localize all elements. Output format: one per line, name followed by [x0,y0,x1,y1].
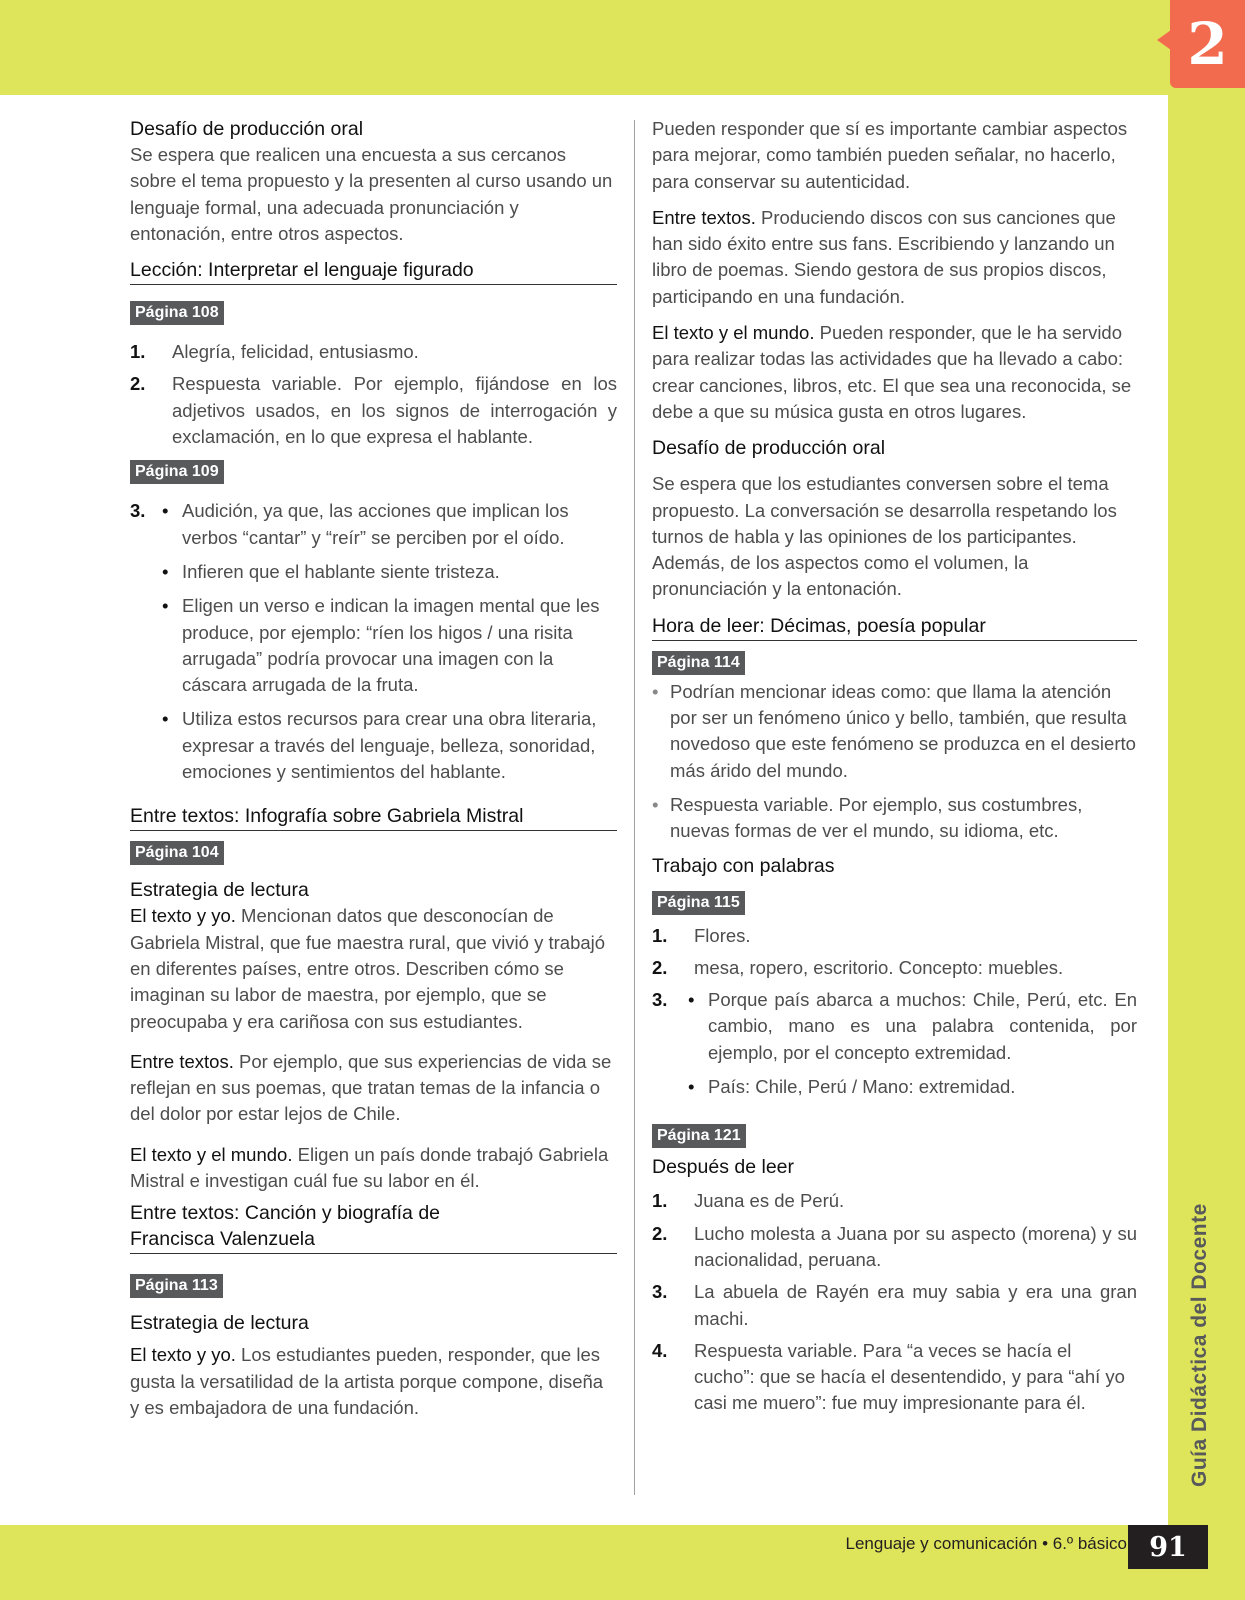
item-text: Flores. [694,924,751,946]
section-title: Hora de leer: Décimas, poesía popular [652,613,1137,641]
item-number: 4. [652,1339,668,1361]
item-text: La abuela de Rayén era muy sabia y era una gran machi. [694,1281,1137,1329]
paragraph-text: Mencionan datos que desconocían de Gabriela Mistral, que fue maestra rural, que vivió y trabajó en diferentes países, entre otros. Describen cómo se imaginan su labor de maestra, por ejemplo, que se preocupaba y era cariñosa con sus estudiantes. [130,905,606,1032]
paragraph-text: Por ejemplo, que sus experiencias de vida se reflejan en sus poemas, que tratan temas de la infancia o del dolor por estar lejos de Chile. [130,1050,612,1125]
bullet-list [688,987,1137,1108]
page-badge: Página 109 [130,460,224,484]
chapter-number-tab: 2 [1170,0,1245,88]
paragraph-text: Pueden responder, que le ha servido para realizar todas las actividades que ha llevado a cabo: crear canciones, libros, etc. El que sea una reconocida, se debe a que su música gusta en otros lugares. [652,322,1132,422]
subsection-title: Estrategia de lectura [130,1312,309,1335]
column-divider [634,120,635,1495]
subsection-title: Estrategia de lectura [130,879,309,902]
item-number: 3. [652,989,668,1011]
bullet-text: Respuesta variable. Por ejemplo, sus costumbres, nuevas formas de ver el mundo, su idioma, etc. [670,793,1083,842]
item-text: Respuesta variable. Para “a veces se hacía el cucho”: que se hacía el desentendido, y para “ahí yo casi me muero”: fue muy impresionante para él. [694,1339,1125,1414]
chapter-tab-notch [1157,30,1171,50]
paragraph: Pueden responder que sí es importante cambiar aspectos para mejorar, como también pueden señalar, no hacerlo, para conservar su autenticidad. [652,118,1128,192]
footer-subject: Lenguaje y comunicación • 6.º básico [845,1534,1127,1553]
list-item [652,1188,1137,1214]
list-item [130,339,617,365]
list-item [130,371,617,450]
item-number: 1. [652,924,668,946]
list-item [652,955,1137,981]
list-item [652,987,1137,1108]
paragraph-text: Produciendo discos con sus canciones que han sido éxito entre sus fans. Escribiendo y lanzando un libro de poemas. Siendo gestora de sus propios discos, participando en una fundación. [652,206,1116,307]
list-item [652,1221,1137,1274]
subsection-title: Después de leer [652,1156,795,1179]
item-text: Juana es de Perú. [694,1190,845,1212]
bullet-text: Eligen un verso e indican la imagen mental que les produce, por ejemplo: “ríen los higos / una risita arrugada” podría provocar una imagen con la cáscara arrugada de la fruta. [182,595,600,696]
side-vertical-title: Guía Didáctica del Docente [1188,1203,1211,1487]
list-item [652,1338,1137,1417]
bullet-item [688,1074,1137,1100]
page-badge: Página 114 [652,651,745,675]
paragraph-lead: Entre textos. [130,1050,234,1072]
item-number: 2. [652,1222,668,1244]
bullet-item [162,706,617,785]
paragraph [652,320,1137,425]
list-item [652,923,1137,949]
bullet-text: Audición, ya que, las acciones que implican los verbos “cantar” y “reír” se perciben por el oído. [182,500,569,548]
section-title-line: Francisca Valenzuela [130,1228,315,1251]
bullet-text: Utiliza estos recursos para crear una obra literaria, expresar a través del lenguaje, belleza, sonoridad, emociones y sentimientos del hablante. [182,708,597,783]
bullet-text: Infieren que el hablante siente tristeza. [182,560,500,582]
bullet-item [652,792,1137,845]
bullet-icon: • [688,1076,695,1098]
item-text: Alegría, felicidad, entusiasmo. [172,341,419,363]
left-column [130,116,617,1431]
section-title: Trabajo con palabras [652,854,835,877]
paragraph [130,1342,617,1421]
right-column [652,116,1137,1423]
item-number: 1. [130,341,146,363]
bullet-item [162,498,617,551]
paragraph-lead: El texto y yo. [130,905,236,927]
page-badge: Página 113 [130,1274,223,1298]
bullet-text: Porque país abarca a muchos: Chile, Perú, etc. En cambio, mano es una palabra contenida, por ejemplo, por el concepto extremidad. [708,989,1137,1063]
paragraph: Se espera que realicen una encuesta a sus cercanos sobre el tema propuesto y la presenten al curso usando un lenguaje formal, una adecuada pronunciación y entonación, entre otros aspectos. [130,144,613,244]
bullet-icon: • [162,708,169,730]
section-title: Desafío de producción oral [130,118,364,140]
top-color-band [0,0,1245,95]
bullet-icon: • [162,500,169,522]
paragraph [652,205,1137,310]
item-text: Lucho molesta a Juana por su aspecto (morena) y su nacionalidad, peruana. [694,1222,1137,1270]
bullet-icon: • [162,595,169,617]
page-badge: Página 104 [130,841,224,865]
paragraph-text: Eligen un país donde trabajó Gabriela Mistral e investigan cuál fue su labor en él. [130,1143,609,1192]
section-title [130,1200,617,1254]
paragraph-lead: El texto y yo. [130,1344,236,1366]
bullet-icon: • [162,560,169,582]
bullet-item [652,679,1137,784]
bullet-item [688,987,1137,1066]
list-item [130,498,617,793]
bullet-icon: • [652,793,659,815]
paragraph: Se espera que los estudiantes conversen sobre el tema propuesto. La conversación se desarrolla respetando los turnos de habla y las opiniones de los participantes. Además, de los aspectos como el volumen, la pronunciación y la entonación. [652,473,1117,600]
paragraph-lead: Entre textos. [652,206,756,228]
page-badge: Página 108 [130,301,224,325]
bullet-list [162,498,617,793]
item-number: 2. [652,956,668,978]
bullet-item [162,559,617,585]
page-badge: Página 115 [652,891,745,915]
item-text: mesa, ropero, escritorio. Concepto: muebles. [694,956,1064,978]
bullet-text: Podrían mencionar ideas como: que llama la atención por ser un fenómeno único y bello, también, que resulta novedoso que este fenómeno se produzca en el desierto más árido del mundo. [670,680,1136,781]
page-badge: Página 121 [652,1124,746,1148]
section-title: Desafío de producción oral [652,437,886,460]
paragraph-text: Los estudiantes pueden, responder, que les gusta la versatilidad de la artista porque compone, diseña y es embajadora de una fundación. [130,1344,604,1418]
item-number: 3. [130,500,146,522]
paragraph-lead: El texto y el mundo. [652,322,815,344]
paragraph [130,903,617,1034]
section-title: Entre textos: Infografía sobre Gabriela Mistral [130,803,617,831]
item-number: 3. [652,1281,668,1303]
page-number: 91 [1128,1525,1208,1569]
section-title: Lección: Interpretar el lenguaje figurado [130,257,617,285]
bullet-icon: • [652,680,659,702]
item-number: 1. [652,1190,668,1212]
paragraph [130,1142,617,1195]
bullet-text: País: Chile, Perú / Mano: extremidad. [708,1076,1016,1098]
section-title-line: Entre textos: Canción y biografía de [130,1202,441,1225]
paragraph-lead: El texto y el mundo. [130,1143,293,1165]
item-text: Respuesta variable. Por ejemplo, fijándose en los adjetivos usados, en los signos de interrogación y exclamación, en lo que expresa el hablante. [172,373,617,448]
bullet-icon: • [688,989,695,1011]
paragraph [130,1049,617,1128]
item-number: 2. [130,373,146,395]
bullet-item [162,593,617,698]
list-item [652,1279,1137,1332]
